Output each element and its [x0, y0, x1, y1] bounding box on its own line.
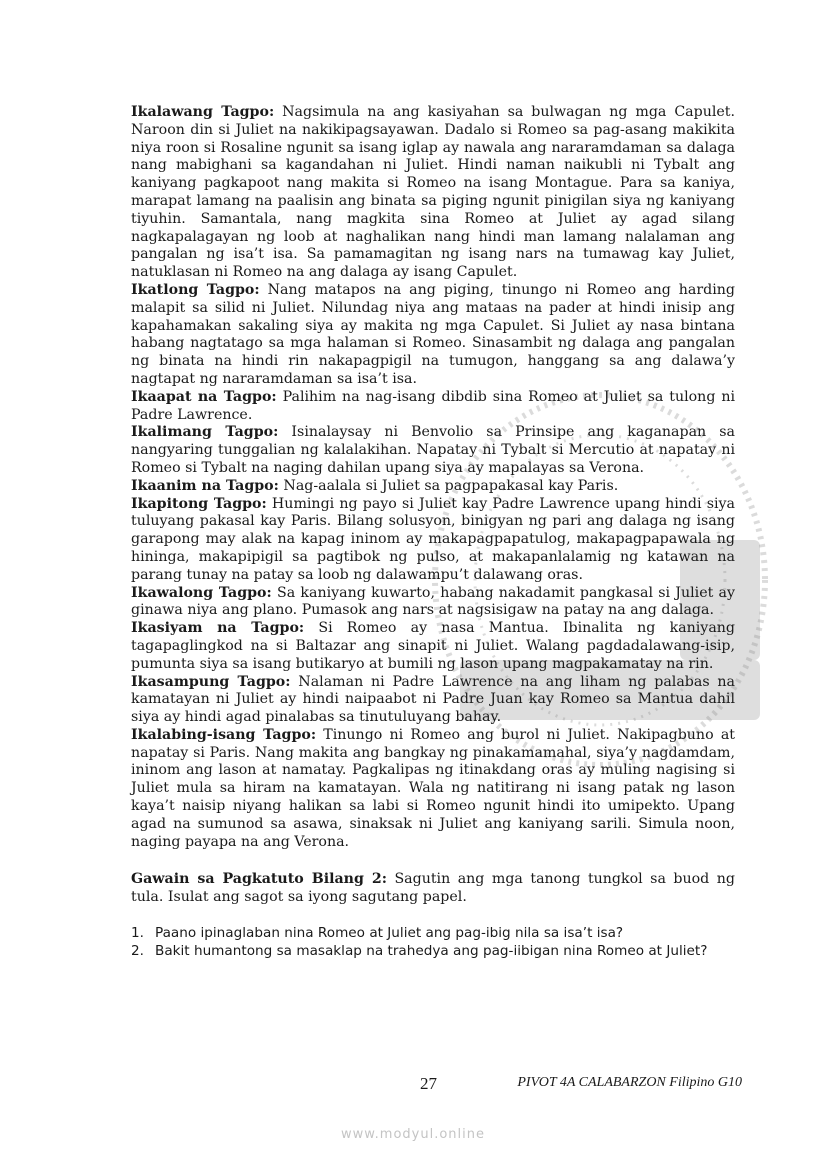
scene-text: Humingi ng payo si Juliet kay Padre Lawrence upang hindi siya tuluyang pakasal kay Paris. Bilang solusyon, binigyan ng pari ang dalaga ng isang garapong may alak na kapag ininom ay makapagpapatulog, makapagpapawala ng hininga, makapipigil sa pagtibok ng pulso, at makapanlalamig ng katawan na parang tunay na patay sa loob ng dalawampu’t dalawang oras. [131, 495, 736, 583]
scene-paragraph [131, 674, 735, 727]
scene-paragraph [131, 282, 735, 389]
scene-text: Nang matapos na ang piging, tinungo ni Romeo ang harding malapit sa silid ni Juliet. Nilundag niya ang mataas na pader at hindi inisip ang kapahamakan sakaling siya ay makita ng mga Capulet. Si Juliet ay nasa bintana habang nagtatago sa mga halaman si Romeo. Sinasambit ng dalaga ang pangalan ng binata na hindi rin nakapagpigil na tumugon, hanggang sa ang dalawa’y nagtapat ng nararamdaman sa isa’t isa. [131, 281, 735, 387]
question-list [131, 925, 735, 961]
scene-label: Ikalabing-isang Tagpo: [131, 726, 317, 743]
scene-paragraph [131, 585, 735, 621]
scene-label: Ikalawang Tagpo: [131, 104, 275, 120]
scene-paragraph [131, 478, 735, 496]
page-number: 27 [420, 1074, 437, 1093]
scene-label: Ikaanim na Tagpo: [131, 477, 279, 494]
scene-label: Ikatlong Tagpo: [131, 281, 260, 298]
question-text: Bakit humantong sa masaklap na trahedya ang pag-iibigan nina Romeo at Juliet? [155, 942, 708, 959]
activity-instructions [131, 871, 735, 907]
scene-text: Nagsimula na ang kasiyahan sa bulwagan ng mga Capulet. Naroon din si Juliet na nakikipagsayawan. Dadalo si Romeo sa pag-asang makikita niya roon si Rosaline ngunit sa isang iglap ay nawala ang nararamdaman sa dalaga nang mabighani sa kagandahan ni Juliet. Hindi naman naikubli ni Tybalt ang kaniyang pagkapoot nang makita si Romeo na isang Montague. Para sa kaniya, marapat lamang na paalisin ang binata sa piging ngunit pinigilan siya ng kaniyang tiyuhin. Samantala, nang magkita sina Romeo at Juliet ay agad silang nagkapalagayan ng loob at naghalikan nang hindi man lamang nalalaman ang pangalan ng isa’t isa. Sa pamamagitan ng isang nars na tumawag kay Juliet, natuklasan ni Romeo na ang dalaga ay isang Capulet. [131, 104, 735, 281]
document-body [131, 104, 735, 961]
question-item [131, 943, 735, 961]
footer-label: PIVOT 4A CALABARZON Filipino G10 [517, 1075, 742, 1090]
activity-label: Gawain sa Pagkatuto Bilang 2: [131, 871, 387, 888]
scene-text: Palihim na nag-isang dibdib sina Romeo at Juliet sa tulong ni Padre Lawrence. [131, 388, 735, 423]
scene-label: Ikalimang Tagpo: [131, 424, 279, 441]
question-number: 2. [131, 942, 144, 959]
scene-text: Tinungo ni Romeo ang burol ni Juliet. Nakipagbuno at napatay si Paris. Nang makita ang bangkay ng pinakamamahal, siya’y nagdamdam, ininom ang lason at namatay. Pagkalipas ng itinakdang oras ay muling nagising si Juliet mula sa hiram na kamatayan. Wala ng natitirang ni isang patak ng lason kaya’t naisip niyang halikan sa labi si Romeo ngunit hindi ito umipekto. Upang agad na sumunod sa asawa, sinaksak ni Juliet ang kaniyang sarili. Simula noon, naging payapa na ang Verona. [131, 726, 735, 850]
scene-label: Ikapitong Tagpo: [131, 495, 267, 512]
scene-paragraph [131, 104, 735, 282]
scene-text: Isinalaysay ni Benvolio sa Prinsipe ang kaganapan sa nangyaring tunggalian ng kalalakihan. Napatay ni Tybalt si Mercutio at napatay ni Romeo si Tybalt na naging dahilan upang siya ay mapalayas sa Verona. [131, 424, 736, 476]
scene-text: Nalaman ni Padre Lawrence na ang liham ng palabas na kamatayan ni Juliet ay hindi naipaabot ni Padre Juan kay Romeo sa Mantua dahil siya ay hindi agad pinalabas sa tinutuluyang bahay. [131, 673, 735, 726]
scene-paragraph [131, 727, 735, 852]
question-item [131, 925, 735, 943]
scene-list [131, 104, 735, 851]
site-watermark: www.modyul.online [340, 1127, 486, 1142]
activity-text: Sagutin ang mga tanong tungkol sa buod ng tula. Isulat ang sagot sa iyong sagutang papel. [131, 871, 735, 906]
scene-label: Ikasampung Tagpo: [131, 673, 291, 690]
scene-text: Sa kaniyang kuwarto, habang nakadamit pangkasal si Juliet ay ginawa niya ang plano. Pumasok ang nars at nagsisigaw na patay na ang dalaga. [131, 584, 735, 619]
scene-label: Ikaapat na Tagpo: [131, 388, 277, 405]
scene-paragraph [131, 620, 735, 673]
scene-text: Nag-aalala si Juliet sa pagpapakasal kay Paris. [278, 477, 619, 494]
scene-paragraph [131, 424, 735, 477]
scene-paragraph [131, 496, 735, 585]
scene-label: Ikawalong Tagpo: [131, 584, 272, 601]
question-text: Paano ipinaglaban nina Romeo at Juliet ang pag-ibig nila sa isa’t isa? [155, 925, 624, 942]
scene-label: Ikasiyam na Tagpo: [131, 620, 305, 637]
scene-paragraph [131, 389, 735, 425]
question-number: 1. [131, 925, 144, 942]
scene-text: Si Romeo ay nasa Mantua. Ibinalita ng kaniyang tagapaglingkod na si Baltazar ang sinapit ni Juliet. Walang pagdadalawang-isip, pumunta siya sa isang butikaryo at bumili ng lason upang magpakamatay na rin. [131, 620, 735, 672]
